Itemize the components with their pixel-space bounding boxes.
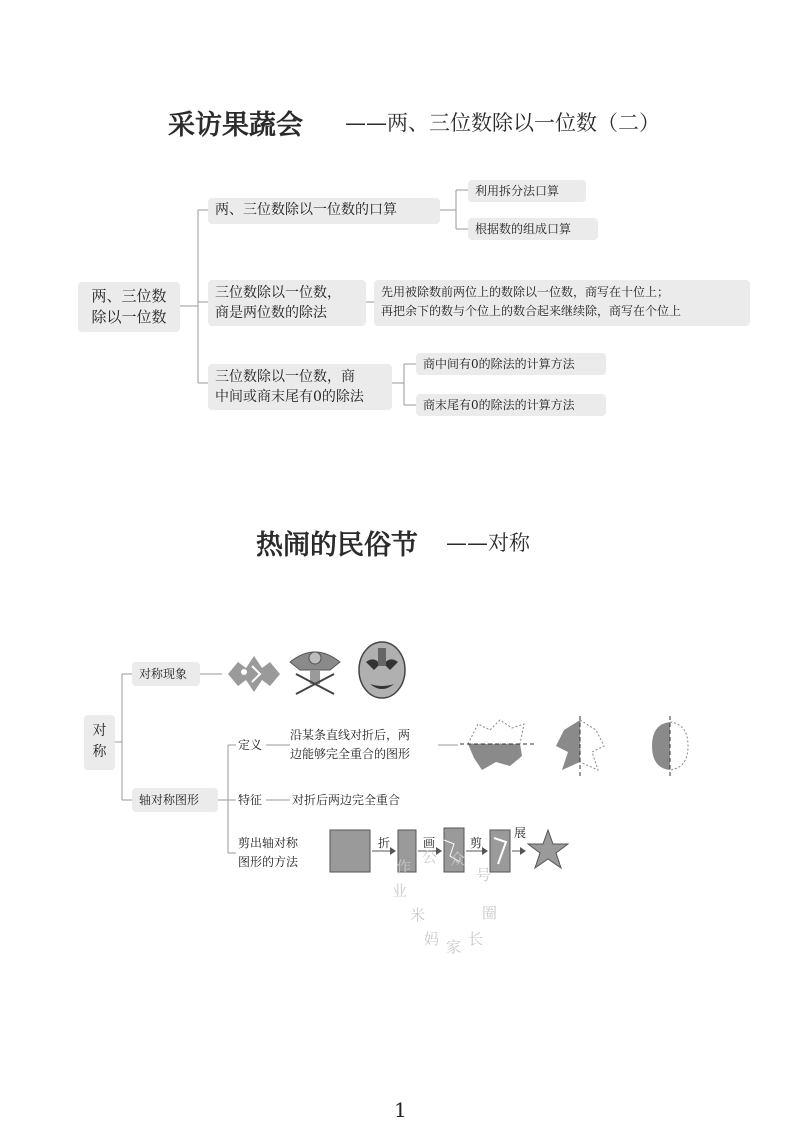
axis-figure-head-icon	[646, 716, 694, 776]
definition-text-line2: 边能够完全重合的图形	[290, 747, 411, 761]
watermark-char: 家	[446, 938, 462, 956]
feature-label: 特征	[238, 793, 263, 807]
method-label-line2: 图形的方法	[238, 855, 299, 869]
axis-figure-node: 轴对称图形	[132, 788, 218, 812]
branch2-detail-line1: 先用被除数前两位上的数除以一位数，商写在十位上；	[381, 285, 670, 299]
step-unfold: 展	[514, 826, 527, 840]
page-number: 1	[394, 1098, 407, 1122]
axis-figure-leaf-icon	[460, 716, 534, 774]
watermark-stamp	[388, 844, 508, 964]
watermark-char: 长	[468, 930, 484, 948]
definition-text	[290, 726, 410, 764]
symmetry-phenomenon-node: 对称现象	[132, 662, 200, 686]
watermark-char: 号	[476, 866, 492, 884]
step-cut: 剪	[470, 836, 483, 850]
section1-title-main: 采访果蔬会	[168, 110, 303, 141]
axis-figure-bird-icon	[552, 716, 608, 776]
definition-label: 定义	[238, 738, 263, 752]
definition-text-line1: 沿某条直线对折后，两	[290, 728, 411, 742]
section2-title-sub: ——对称	[446, 531, 530, 555]
watermark-char: 作	[396, 858, 412, 876]
root-node-line1: 两、三位数	[91, 287, 167, 305]
watermark-char: 众	[450, 850, 466, 868]
step-fold: 折	[378, 836, 391, 850]
section1-title-sub: ——两、三位数除以一位数（二）	[345, 111, 660, 135]
watermark-char: 妈	[424, 930, 440, 948]
section2-title-main: 热闹的民俗节	[256, 530, 418, 561]
branch2-detail-line2: 再把余下的数与个位上的数合起来继续除，商写在个位上	[381, 304, 682, 318]
kite-icon	[286, 646, 344, 698]
branch1-child-2: 根据数的组成口算	[468, 218, 598, 240]
root-node-line2: 除以一位数	[91, 308, 167, 326]
method-label	[238, 834, 298, 872]
branch2-node-line1: 三位数除以一位数，	[215, 285, 341, 301]
paper-cut-fish-icon	[224, 652, 284, 696]
symmetry-root-line1: 对	[92, 723, 107, 739]
feature-text: 对折后两边完全重合	[292, 793, 401, 807]
symmetry-root	[84, 715, 115, 770]
watermark-char: 业	[392, 882, 408, 900]
watermark-char: 米	[410, 906, 426, 924]
watermark-char: 圈	[482, 904, 498, 922]
symmetry-root-line2: 称	[92, 744, 107, 760]
opera-mask-icon	[356, 640, 408, 700]
branch1-node: 两、三位数除以一位数的口算	[208, 198, 440, 224]
branch3-child-1: 商中间有0的除法的计算方法	[416, 353, 606, 375]
watermark-char: 公	[422, 848, 438, 866]
branch3-node-line2: 中间或商末尾有0的除法	[215, 389, 364, 405]
branch3-node-line1: 三位数除以一位数，商	[215, 369, 355, 385]
branch2-node-line2: 商是两位数的除法	[215, 305, 327, 321]
branch1-child-1: 利用拆分法口算	[468, 180, 586, 202]
method-label-line1: 剪出轴对称	[238, 836, 299, 850]
branch3-child-2: 商末尾有0的除法的计算方法	[416, 394, 606, 416]
step-draw: 画	[423, 836, 436, 850]
